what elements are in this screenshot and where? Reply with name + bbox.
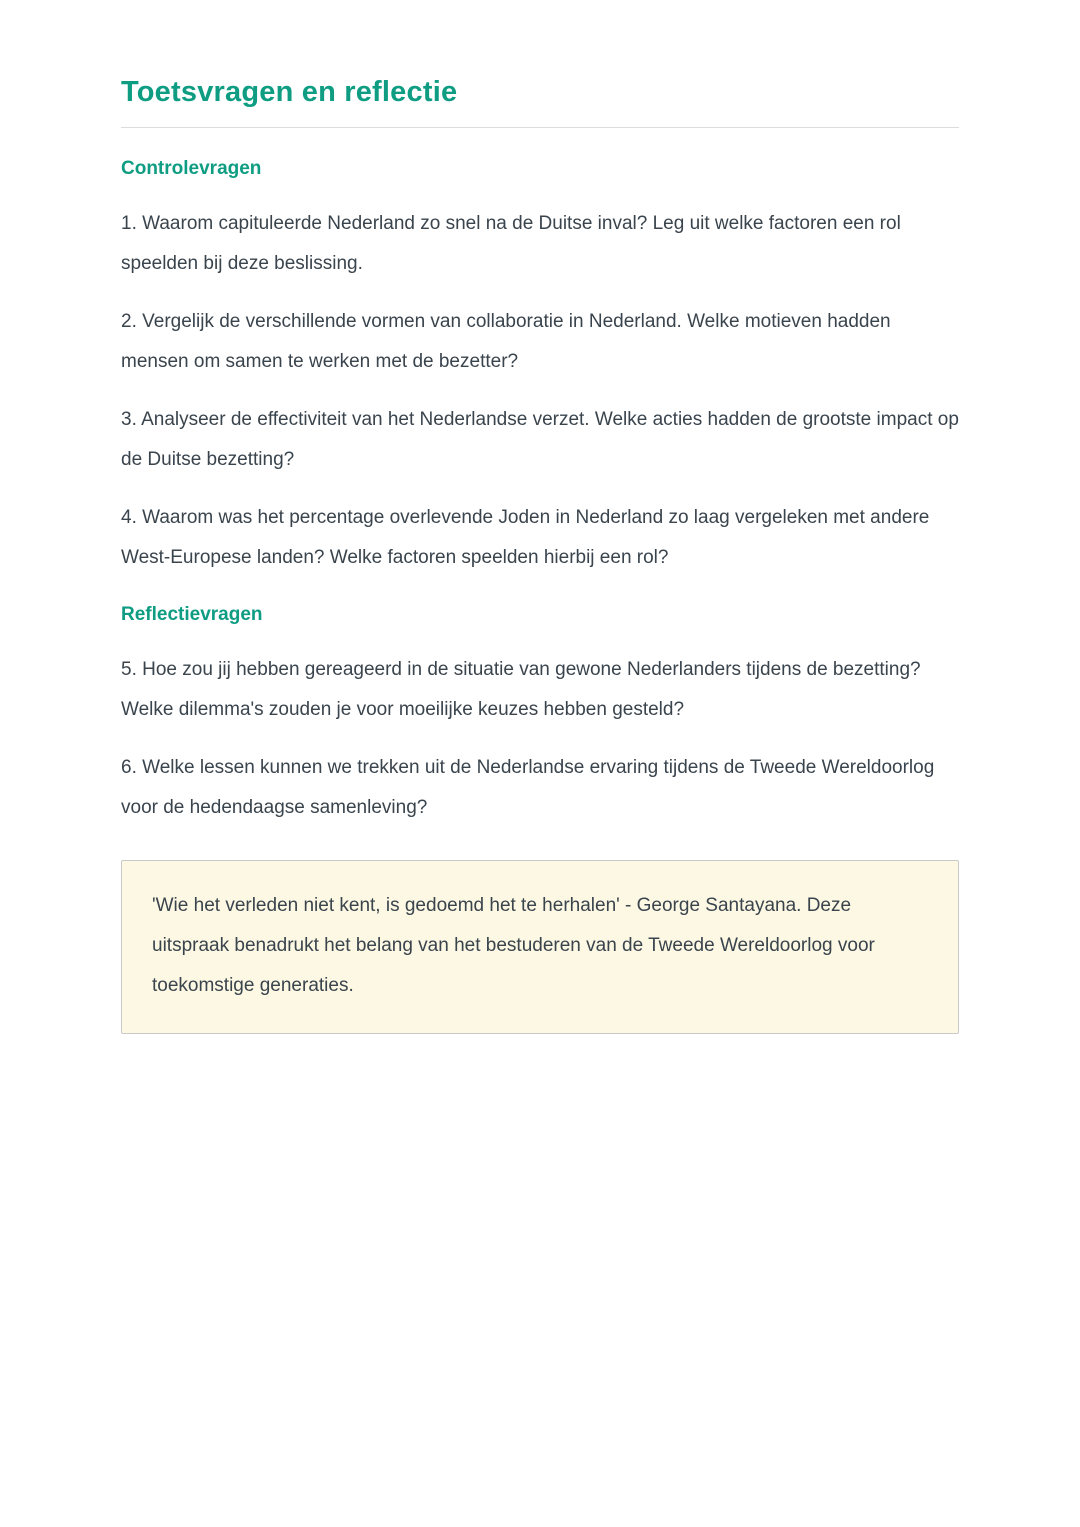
section-heading-reflectievragen: Reflectievragen [121,604,263,625]
question-1: 1. Waarom capituleerde Nederland zo snel na de Duitse inval? Leg uit welke factoren een rol speelden bij deze beslissing. [121,213,901,274]
title-divider [121,127,959,128]
question-2: 2. Vergelijk de verschillende vormen van collaboratie in Nederland. Welke motieven hadden mensen om samen te werken met de bezetter? [121,311,891,372]
question-5: 5. Hoe zou jij hebben gereageerd in de situatie van gewone Nederlanders tijdens de bezetting? Welke dilemma's zouden je voor moeilijke keuzes hebben gesteld? [121,659,921,720]
quote-callout-text: 'Wie het verleden niet kent, is gedoemd het te herhalen' - George Santayana. Deze uitspraak benadrukt het belang van het bestuderen van de Tweede Wereldoorlog voor toekomstige generaties. [152,895,875,996]
quote-callout [121,860,959,1034]
question-6: 6. Welke lessen kunnen we trekken uit de Nederlandse ervaring tijdens de Tweede Wereldoorlog voor de hedendaagse samenleving? [121,757,935,818]
section-heading-controlevragen: Controlevragen [121,158,262,179]
page-title: Toetsvragen en reflectie [121,76,458,108]
question-4: 4. Waarom was het percentage overlevende Joden in Nederland zo laag vergeleken met andere West-Europese landen? Welke factoren speelden hierbij een rol? [121,507,930,568]
document-page [121,0,959,1034]
question-3: 3. Analyseer de effectiviteit van het Nederlandse verzet. Welke acties hadden de grootste impact op de Duitse bezetting? [121,409,959,470]
